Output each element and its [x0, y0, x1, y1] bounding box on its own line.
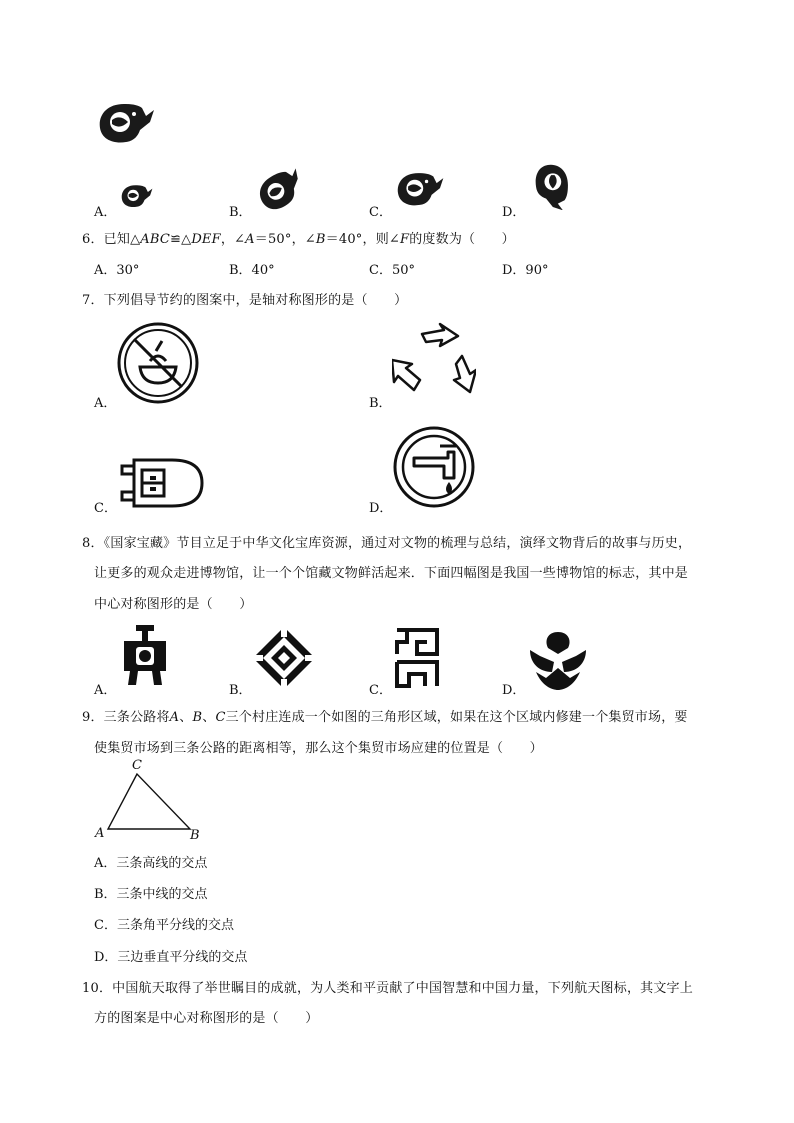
q9-option-a[interactable]: A．三条高线的交点 [94, 856, 208, 871]
q7-option-a[interactable]: A． [94, 396, 117, 411]
q5-option-d[interactable]: D． [502, 205, 526, 220]
q8-option-d[interactable]: D． [502, 683, 526, 698]
q8-stem-line-1: 8．《国家宝藏》节目立足于中华文化宝库资源，通过对文物的梳理与总结，演绎文物背后的故事与历史， [82, 536, 692, 551]
q6-stem: 6．已知△ABC≌△DEF，∠A＝50°，∠B＝40°，则∠F的度数为（ ） [82, 232, 515, 247]
q7-option-c-power-plug-icon [116, 456, 206, 514]
q8-option-c[interactable]: C． [369, 683, 392, 698]
q5-original-whale-figure [94, 100, 156, 150]
q6-option-b[interactable]: B．40° [229, 263, 275, 278]
q7-option-b[interactable]: B． [369, 396, 392, 411]
q8-option-c-museum-logo [393, 626, 441, 694]
q9-option-d[interactable]: D．三边垂直平分线的交点 [94, 950, 248, 965]
q10-stem-line-1: 10．中国航天取得了举世瞩目的成就，为人类和平贡献了中国智慧和中国力量，下列航天图标，其文字上 [82, 981, 693, 996]
q6-option-c[interactable]: C．50° [369, 263, 415, 278]
q8-stem-line-2: 让更多的观众走进博物馆，让一个个馆藏文物鲜活起来．下面四幅图是我国一些博物馆的标志，其中是 [94, 566, 689, 581]
q7-option-d-water-tap-icon [392, 424, 476, 514]
q8-option-d-museum-logo [526, 628, 590, 696]
q5-option-a-whale-figure [118, 183, 154, 213]
q5-option-b-whale-figure [254, 168, 306, 216]
q8-stem-line-3: 中心对称图形的是（ ） [94, 597, 253, 612]
q7-stem: 7．下列倡导节约的图案中，是轴对称图形的是（ ） [82, 293, 408, 308]
q9-vertex-b-label: B [190, 828, 200, 843]
q9-vertex-a-label: A [95, 826, 105, 841]
q10-stem-line-2: 方的图案是中心对称图形的是（ ） [94, 1011, 319, 1026]
q9-stem-line-1: 9．三条公路将A、B、C三个村庄连成一个如图的三角形区域，如果在这个区域内修建一个集贸市场，要 [82, 710, 688, 725]
q8-option-a[interactable]: A． [94, 683, 117, 698]
q7-option-a-no-waste-bowl-icon [116, 321, 200, 409]
q7-option-c[interactable]: C． [94, 501, 117, 516]
q9-stem-line-2: 使集贸市场到三条公路的距离相等，那么这个集贸市场应建的位置是（ ） [94, 741, 543, 756]
q5-option-c-whale-figure [393, 168, 445, 214]
q5-option-a[interactable]: A． [94, 205, 117, 220]
q6-option-d[interactable]: D．90° [502, 263, 549, 278]
q8-option-a-museum-logo [120, 623, 170, 691]
q5-option-d-whale-figure [526, 162, 578, 214]
q9-option-b[interactable]: B．三条中线的交点 [94, 887, 208, 902]
q5-option-b[interactable]: B． [229, 205, 252, 220]
q7-option-d[interactable]: D． [369, 501, 393, 516]
q8-option-b[interactable]: B． [229, 683, 252, 698]
q7-option-b-recycle-arrows-icon [392, 320, 476, 410]
q5-option-c[interactable]: C． [369, 205, 392, 220]
q9-option-c[interactable]: C．三条角平分线的交点 [94, 918, 234, 933]
q6-option-a[interactable]: A．30° [94, 263, 140, 278]
q9-vertex-c-label: C [132, 758, 142, 773]
q8-option-b-museum-logo [251, 625, 317, 695]
